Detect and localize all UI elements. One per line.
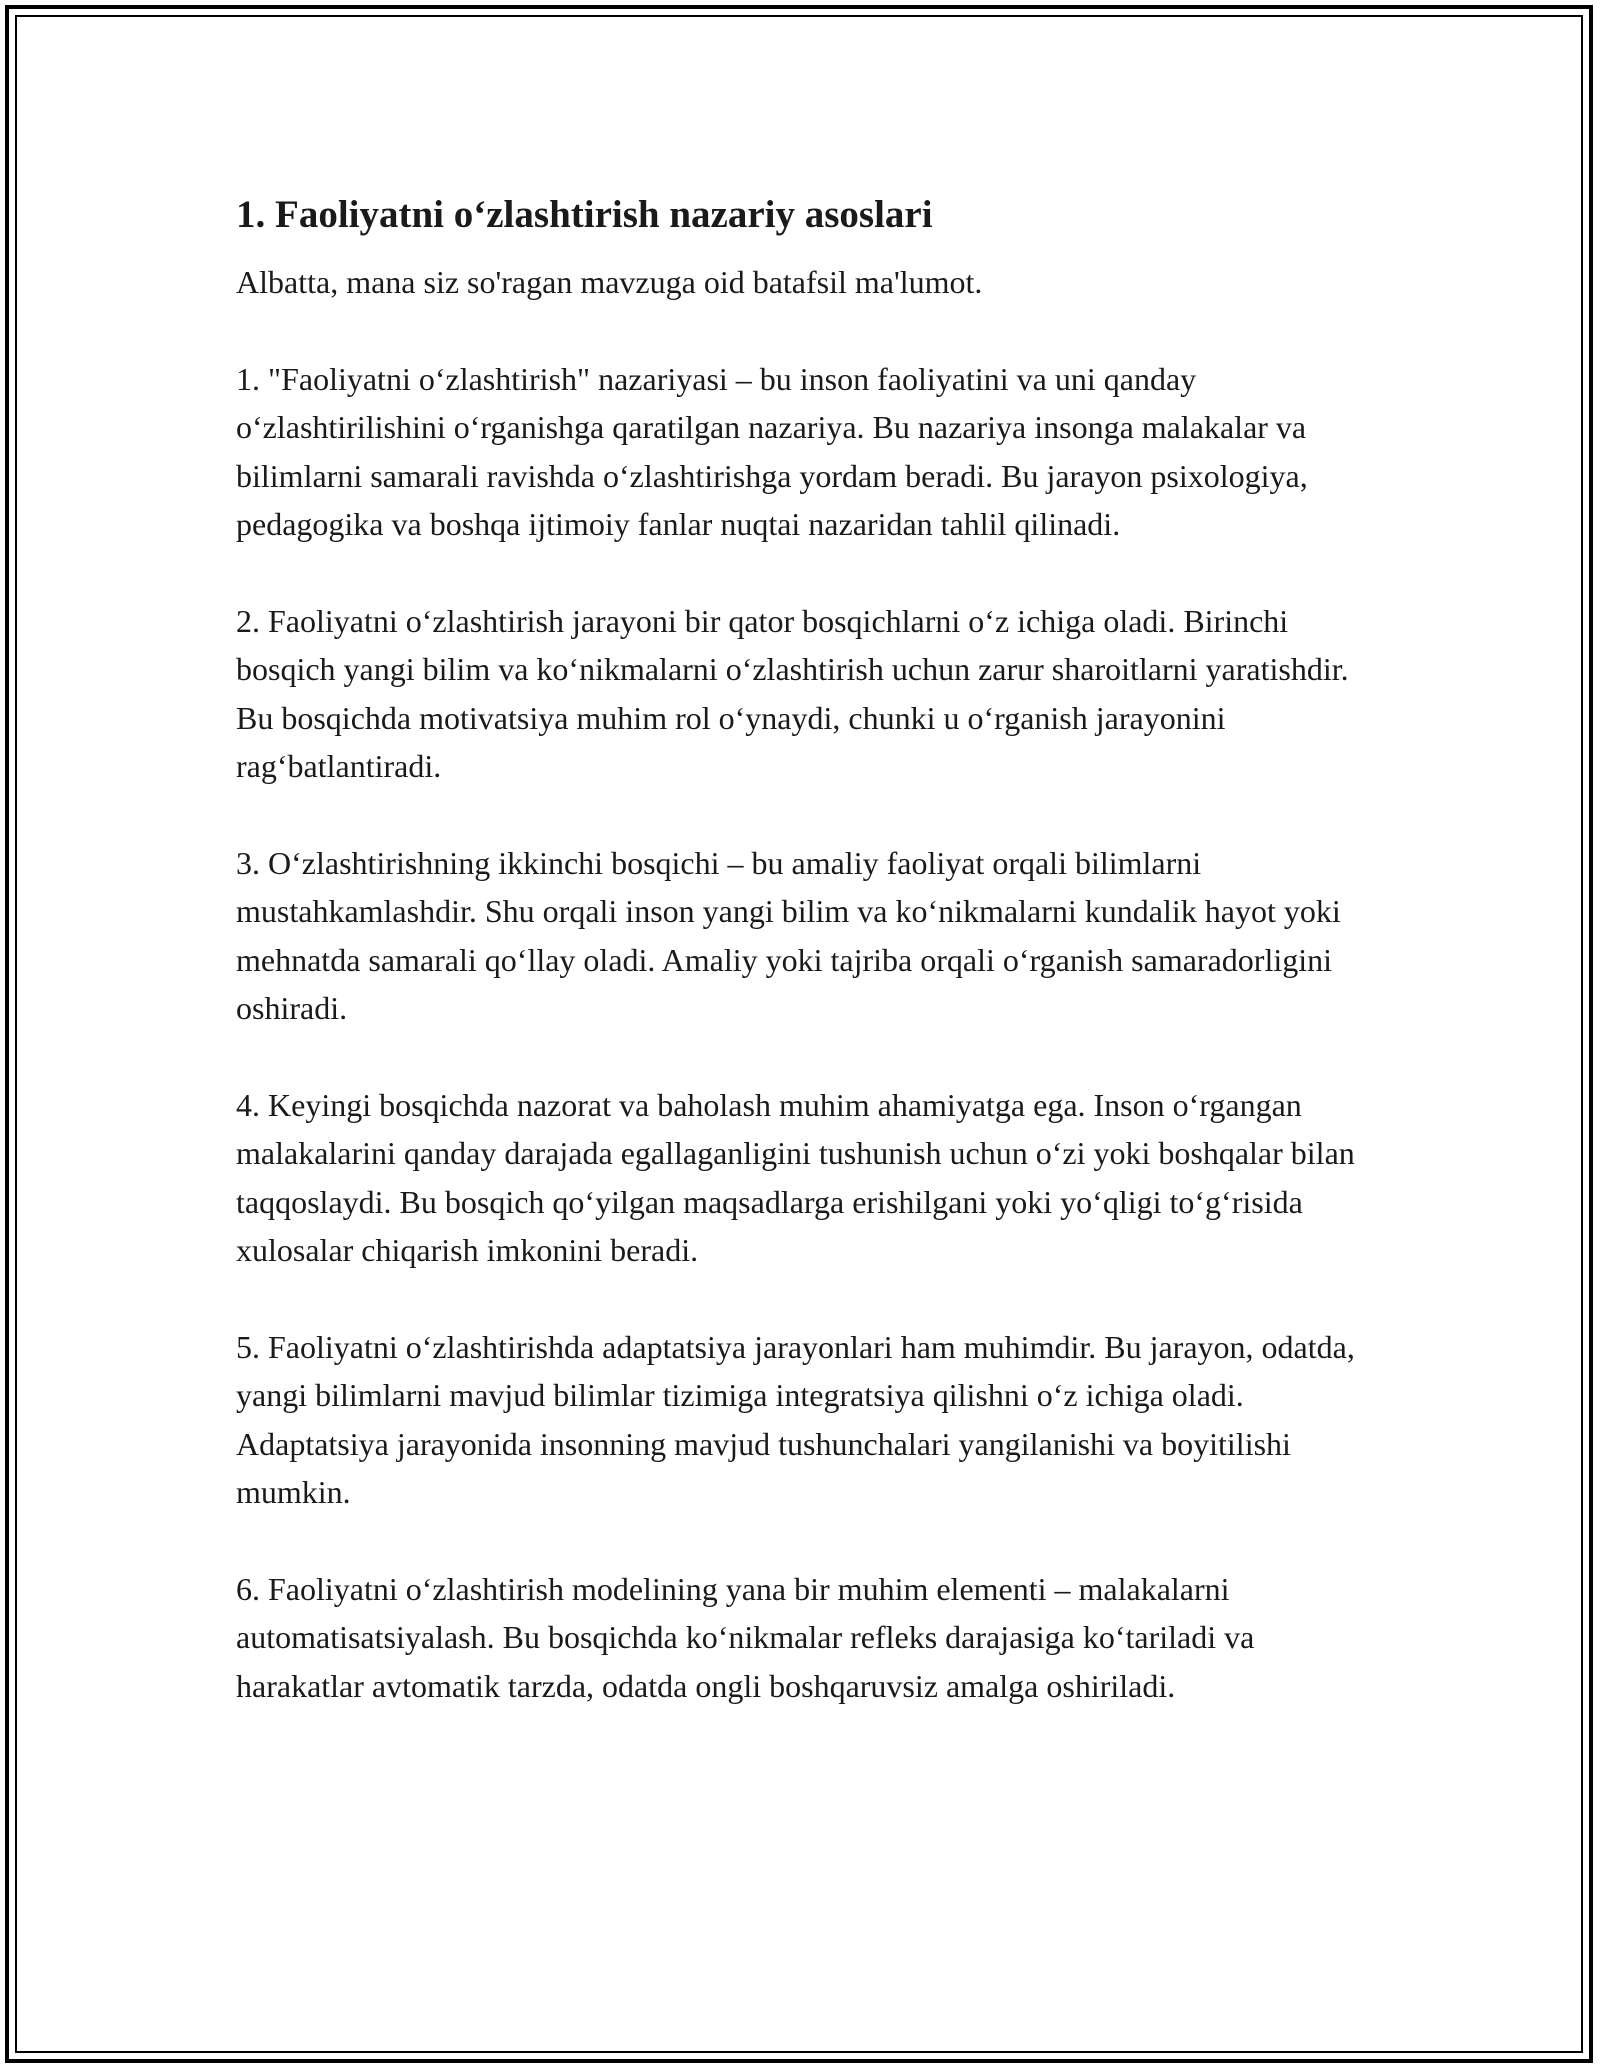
paragraph-2: 2. Faoliyatni o‘zlashtirish jarayoni bir qator bosqichlarni o‘z ichiga oladi. Birinchi bosqich yangi bilim va ko‘nikmalarni o‘zlashtirish uchun zarur sharoitlarni yaratishdir. Bu bosqichda motivatsiya muhim rol o‘ynaydi, chunki u o‘rganish jarayonini rag‘batlantiradi.: [236, 602, 1349, 785]
document-title: 1. Faoliyatni o‘zlashtirish nazariy asoslari: [236, 193, 933, 236]
paragraph-6: 6. Faoliyatni o‘zlashtirish modelining yana bir muhim elementi – malakalarni automatisatsiyalash. Bu bosqichda ko‘nikmalar refleks darajasiga ko‘tariladi va harakatlar avtomatik tarzda, odatda ongli boshqaruvsiz amalga oshiriladi.: [236, 1570, 1255, 1704]
paragraph-4: 4. Keyingi bosqichda nazorat va baholash muhim ahamiyatga ega. Inson o‘rgangan malakalarini qanday darajada egallaganligini tushunish uchun o‘zi yoki boshqalar bilan taqqoslaydi. Bu bosqich qo‘yilgan maqsadlarga erishilgani yoki yo‘qligi to‘g‘risida xulosalar chiqarish imkonini beradi.: [236, 1086, 1355, 1269]
paragraph-5: 5. Faoliyatni o‘zlashtirishda adaptatsiya jarayonlari ham muhimdir. Bu jarayon, odatda, yangi bilimlarni mavjud bilimlar tizimiga integratsiya qilishni o‘z ichiga oladi. Adaptatsiya jarayonida insonning mavjud tushunchalari yangilanishi va boyitilishi mumkin.: [236, 1328, 1355, 1511]
intro-paragraph: Albatta, mana siz so'ragan mavzuga oid batafsil ma'lumot.: [236, 264, 983, 300]
paragraph-3: 3. O‘zlashtirishning ikkinchi bosqichi – bu amaliy faoliyat orqali bilimlarni mustahkamlashdir. Shu orqali inson yangi bilim va ko‘nikmalarni kundalik hayot yoki mehnatda samarali qo‘llay oladi. Amaliy yoki tajriba orqali o‘rganish samaradorligini oshiradi.: [236, 844, 1341, 1027]
paragraph-1: 1. "Faoliyatni o‘zlashtirish" nazariyasi – bu inson faoliyatini va uni qanday o‘zlashtirilishini o‘rganishga qaratilgan nazariya. Bu nazariya insonga malakalar va bilimlarni samarali ravishda o‘zlashtirishga yordam beradi. Bu jarayon psixologiya, pedagogika va boshqa ijtimoiy fanlar nuqtai nazaridan tahlil qilinadi.: [236, 360, 1308, 543]
document-body: [236, 188, 1386, 1758]
